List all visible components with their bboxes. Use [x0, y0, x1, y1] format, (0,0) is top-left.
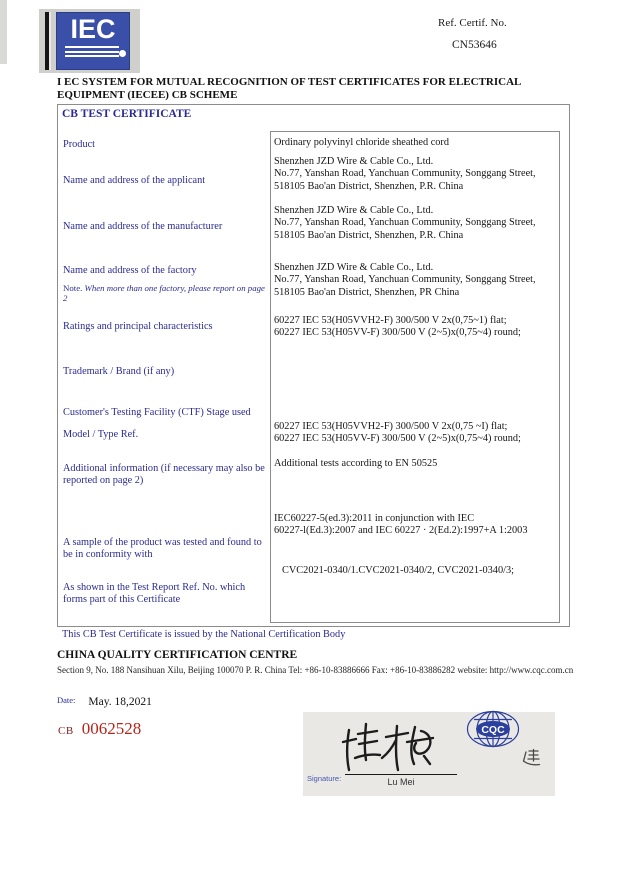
factory-note	[63, 283, 268, 303]
cb-certificate-number	[58, 719, 141, 739]
value-conformity	[274, 513, 558, 538]
label-trademark: Trademark / Brand (if any)	[63, 366, 175, 377]
value-line: No.77, Yanshan Road, Yanchuan Community, Songgang Street,	[274, 274, 536, 286]
date-label: Date:	[57, 695, 76, 705]
label-model-type-ref: Model / Type Ref.	[63, 429, 139, 440]
factory-note-prefix: Note.	[63, 283, 83, 293]
label-additional-info: Additional information (if necessary may also be reported on page 2)	[63, 463, 265, 486]
date-row	[57, 692, 152, 710]
value-applicant	[274, 156, 558, 193]
label-ratings: Ratings and principal characteristics	[63, 321, 213, 332]
value-ratings	[274, 315, 558, 340]
iec-logo	[56, 12, 130, 70]
value-line: 60227 IEC 53(H05VVH2-F) 300/500 V 2x(0,75~1) flat;	[274, 315, 507, 326]
value-line: 60227 IEC 53(H05VV-F) 300/500 V (2~5)x(0,75~4) round;	[274, 327, 521, 339]
value-line: 518105 Bao'an District, Shenzhen, P.R. China	[274, 180, 464, 192]
cqc-logo-text: CQC	[481, 723, 505, 736]
value-line: Shenzhen JZD Wire & Cable Co., Ltd.	[274, 156, 434, 167]
stamp-character-jian	[521, 748, 541, 768]
value-line: 518105 Bao'an District, Shenzhen, PR China	[274, 286, 460, 298]
ref-certif-number: CN53646	[452, 39, 497, 51]
issued-by-statement: This CB Test Certificate is issued by the National Certification Body	[62, 629, 346, 640]
value-model-type-ref	[274, 421, 558, 446]
value-factory	[274, 262, 558, 299]
iec-logo-spine-bar	[45, 12, 51, 70]
signature-line	[345, 774, 457, 775]
cqc-logo	[466, 710, 520, 748]
label-product: Product	[63, 139, 96, 150]
value-line: IEC60227-5(ed.3):2011 in conjunction with IEC	[274, 513, 475, 524]
certificate-title: CB TEST CERTIFICATE	[62, 108, 192, 120]
value-additional-info: Additional tests according to EN 50525	[274, 458, 438, 469]
label-conformity: A sample of the product was tested and found to be in conformity with	[63, 537, 262, 560]
value-line: 60227-l(Ed.3):2007 and IEC 60227 · 2(Ed.2):1997+A 1:2003	[274, 525, 528, 537]
value-line: Shenzhen JZD Wire & Cable Co., Ltd.	[274, 262, 434, 273]
signature-label: Signature:	[307, 774, 342, 783]
label-manufacturer: Name and address of the manufacturer	[63, 221, 223, 232]
iec-logo-text: IEC	[70, 14, 116, 44]
cb-number: 0062528	[81, 719, 142, 738]
iec-logo-lines	[65, 46, 119, 62]
certificate-table	[57, 104, 570, 627]
handwritten-signature	[335, 718, 455, 776]
value-line: No.77, Yanshan Road, Yanchuan Community, Songgang Street,	[274, 217, 536, 229]
iec-logo-dot	[119, 50, 126, 57]
cb-prefix: CB	[58, 725, 74, 737]
label-ctf-stage: Customer's Testing Facility (CTF) Stage used	[63, 407, 251, 418]
value-line: 60227 IEC 53(H05VV-F) 300/500 V (2~5)x(0,75~4) round;	[274, 433, 521, 445]
value-line: 518105 Bao'an District, Shenzhen, P.R. China	[274, 229, 464, 241]
iec-logo-background	[39, 9, 140, 73]
certification-body-name: CHINA QUALITY CERTIFICATION CENTRE	[57, 649, 298, 661]
value-product: Ordinary polyvinyl chloride sheathed cord	[274, 137, 449, 148]
value-manufacturer	[274, 205, 558, 242]
date-value: May. 18,2021	[88, 696, 152, 708]
certification-body-address: Section 9, No. 188 Nansihuan Xilu, Beijing 100070 P. R. China Tel: +86-10-83886666 Fax: +86-10-83886282 website: http://www.cqc.com.cn	[57, 665, 574, 675]
factory-note-text: When more than one factory, please report on page 2	[63, 283, 265, 303]
value-line: 60227 IEC 53(H05VVH2-F) 300/500 V 2x(0,75 ~I) flat;	[274, 421, 508, 432]
ref-certif-label: Ref. Certif. No.	[438, 17, 507, 29]
label-test-report: As shown in the Test Report Ref. No. which forms part of this Certificate	[63, 582, 246, 605]
value-line: No.77, Yanshan Road, Yanchuan Community, Songgang Street,	[274, 168, 536, 180]
label-applicant: Name and address of the applicant	[63, 175, 206, 186]
label-factory: Name and address of the factory	[63, 265, 197, 276]
value-line: Shenzhen JZD Wire & Cable Co., Ltd.	[274, 205, 434, 216]
scheme-title: I EC SYSTEM FOR MUTUAL RECOGNITION OF TEST CERTIFICATES FOR ELECTRICAL EQUIPMENT (IECEE) CB SCHEME	[57, 76, 521, 101]
scan-edge-artifact	[0, 0, 7, 64]
value-test-report: CVC2021-0340/1.CVC2021-0340/2, CVC2021-0340/3;	[282, 565, 514, 576]
signatory-name: Lu Mei	[387, 777, 415, 787]
